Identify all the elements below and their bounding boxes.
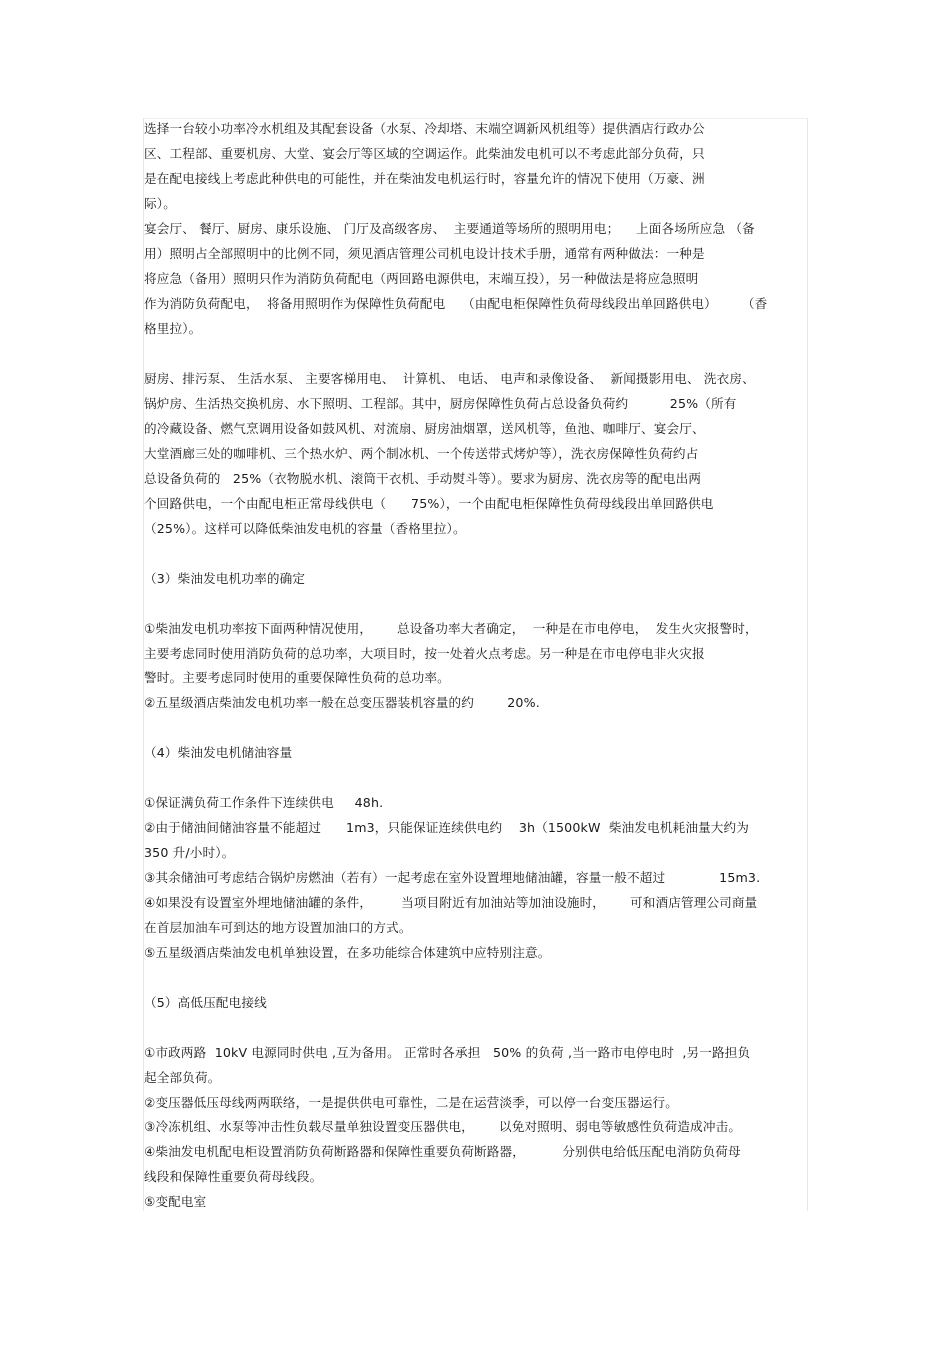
- text-line: 选择一台较小功率冷水机组及其配套设备（水泵、冷却塔、末端空调新风机组等）提供酒店行政办公: [144, 121, 705, 136]
- text-line: ⑤五星级酒店柴油发电机单独设置，在多功能综合体建筑中应特别注意。: [144, 945, 551, 960]
- text-line: ①保证满负荷工作条件下连续供电 48h.: [144, 795, 384, 810]
- section-heading: （5）高低压配电接线: [144, 995, 267, 1010]
- text-line: 线段和保障性重要负荷母线段。: [144, 1169, 323, 1184]
- section-heading: （3）柴油发电机功率的确定: [144, 571, 306, 586]
- text-line: 大堂酒廊三处的咖啡机、三个热水炉、两个制冰机、一个传送带式烤炉等），洗衣房保障性负荷约占: [144, 446, 699, 461]
- text-line: 将应急（备用）照明只作为消防负荷配电（两回路电源供电，末端互投），另一种做法是将应急照明: [144, 271, 699, 286]
- text-line: ②变压器低压母线两两联络，一是提供供电可靠性，二是在运营淡季，可以停一台变压器运行。: [144, 1095, 678, 1110]
- text-line: 起全部负荷。: [144, 1070, 221, 1085]
- text-line: 作为消防负荷配电， 将备用照明作为保障性负荷配电 （由配电柜保障性负荷母线段出单回路供电） （香: [144, 296, 768, 311]
- text-line: ③其余储油可考虑结合锅炉房燃油（若有）一起考虑在室外设置埋地储油罐，容量一般不超过 15m3.: [144, 870, 761, 885]
- text-line: 锅炉房、生活热交换机房、水下照明、工程部。其中，厨房保障性负荷占总设备负荷约 25%（所有: [144, 396, 737, 411]
- text-line: 350 升/小时）。: [144, 845, 235, 860]
- text-line: 用）照明占全部照明中的比例不同，须见酒店管理公司机电设计技术手册，通常有两种做法：一种是: [144, 246, 705, 261]
- text-line: 警时。主要考虑同时使用的重要保障性负荷的总功率。: [144, 670, 450, 685]
- text-line: 主要考虑同时使用消防负荷的总功率，大项目时，按一处着火点考虑。另一种是在市电停电非火灾报: [144, 646, 705, 661]
- text-line: ②由于储油间储油容量不能超过 1m3，只能保证连续供电约 3h（1500kW 柴油发电机耗油量大约为: [144, 820, 750, 835]
- text-line: 区、工程部、重要机房、大堂、宴会厅等区域的空调运作。此柴油发电机可以不考虑此部分负荷，只: [144, 146, 705, 161]
- text-line: 厨房、排污泵、 生活水泵、 主要客梯用电、 计算机、 电话、 电声和录像设备、 新闻摄影用电、 洗衣房、: [144, 371, 755, 386]
- text-line: （25%）。这样可以降低柴油发电机的容量（香格里拉）。: [144, 521, 466, 536]
- text-line: ③冷冻机组、水泵等冲击性负载尽量单独设置变压器供电， 以免对照明、弱电等敏感性负荷造成冲击。: [144, 1119, 742, 1134]
- section-heading: （4）柴油发电机储油容量: [144, 745, 293, 760]
- text-line: ②五星级酒店柴油发电机功率一般在总变压器装机容量的约 20%.: [144, 695, 540, 710]
- text-line: ①柴油发电机功率按下面两种情况使用， 总设备功率大者确定， 一种是在市电停电， 发生火灾报警时，: [144, 621, 758, 636]
- text-line: 个回路供电，一个由配电柜正常母线供电（ 75%），一个由配电柜保障性负荷母线段出单回路供电: [144, 496, 714, 511]
- text-line: 总设备负荷的 25%（衣物脱水机、滚筒干衣机、手动熨斗等）。要求为厨房、洗衣房等的配电出两: [144, 471, 702, 486]
- text-line: ①市政两路 10kV 电源同时供电 ,互为备用。 正常时各承担 50% 的负荷 ,当一路市电停电时 ,另一路担负: [144, 1045, 751, 1060]
- text-line: 宴会厅、 餐厅、厨房、康乐设施、 门厅及高级客房、 主要通道等场所的照明用电； 上面各场所应急 （备: [144, 221, 755, 236]
- text-line: ④柴油发电机配电柜设置消防负荷断路器和保障性重要负荷断路器， 分别供电给低压配电消防负荷母: [144, 1144, 741, 1159]
- text-line: 在首层加油车可到达的地方设置加油口的方式。: [144, 920, 412, 935]
- text-line: 是在配电接线上考虑此种供电的可能性，并在柴油发电机运行时，容量允许的情况下使用（万豪、洲: [144, 171, 705, 186]
- text-line: ④如果没有设置室外埋地储油罐的条件， 当项目附近有加油站等加油设施时， 可和酒店管理公司商量: [144, 895, 758, 910]
- text-line: 的冷藏设备、燃气烹调用设备如鼓风机、对流扇、厨房油烟罩，送风机等，鱼池、咖啡厅、宴会厅、: [144, 421, 705, 436]
- text-line: ⑤变配电室: [144, 1194, 207, 1209]
- text-line: 格里拉）。: [144, 321, 202, 336]
- text-line: 际）。: [144, 196, 176, 211]
